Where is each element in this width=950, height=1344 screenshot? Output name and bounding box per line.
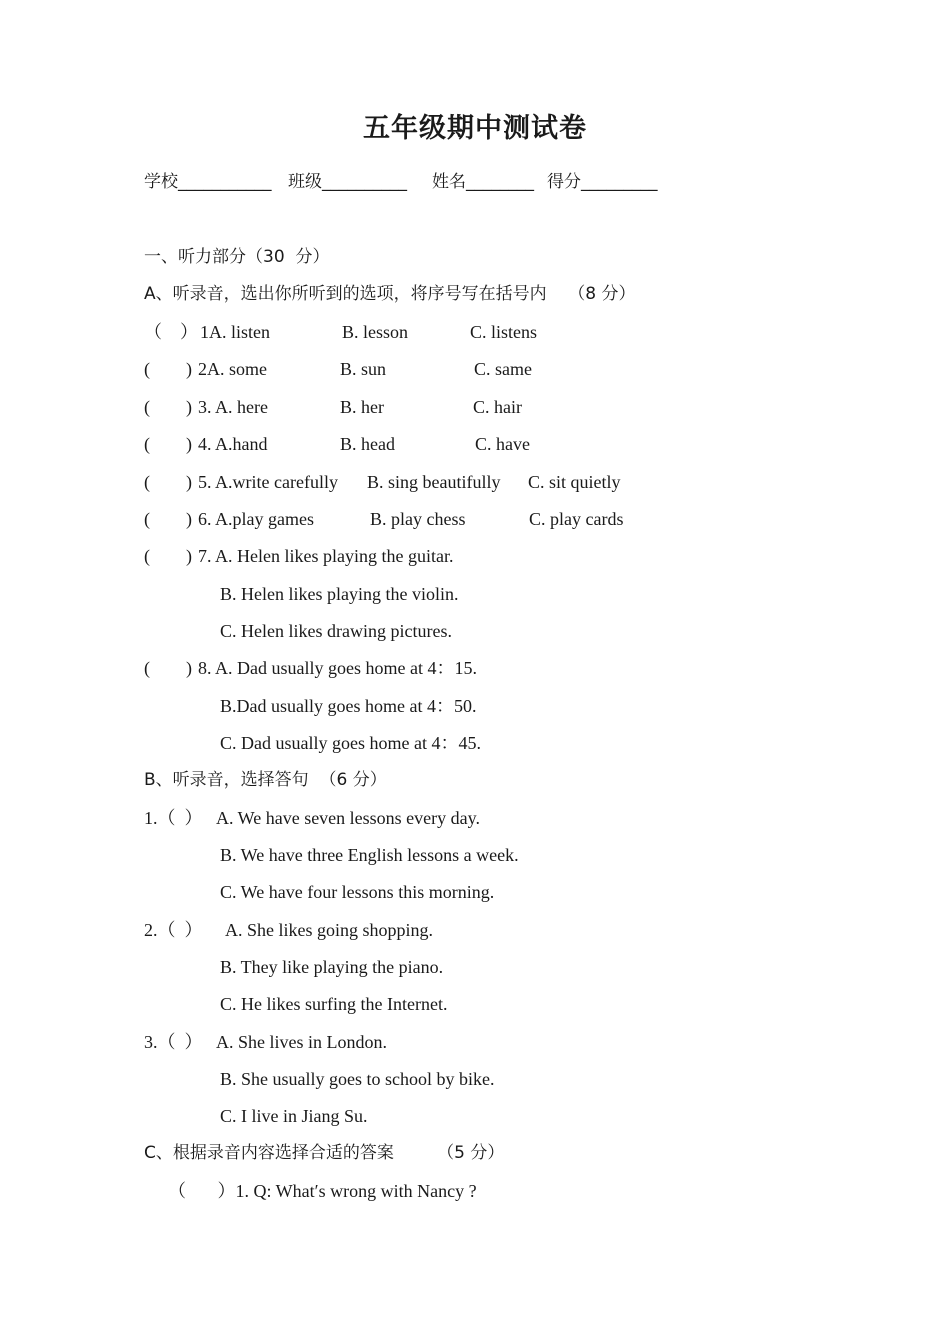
option-a: 2A. some — [198, 359, 267, 379]
option-c: C. same — [474, 359, 532, 379]
item-paren: ( ) — [144, 658, 192, 678]
option-c: C. We have four lessons this morning. — [220, 882, 495, 902]
option-c: C. have — [475, 434, 530, 454]
option-c: C. listens — [470, 322, 538, 342]
option-a: A. She likes going shopping. — [225, 920, 434, 940]
section-b-heading: B、听录音，选择答句 （6 分） — [144, 770, 387, 790]
class-field: 班级__________ — [288, 172, 407, 192]
item-paren: ( ) — [144, 397, 192, 417]
question-number: 1.（ ） — [144, 808, 203, 828]
score-field: 得分_________ — [547, 172, 658, 192]
option-c: C. hair — [473, 397, 522, 417]
option-b: B. sun — [340, 359, 387, 379]
section-a-heading: A、听录音，选出你所听到的选项，将序号写在括号内 （8 分） — [144, 284, 636, 304]
option-a: 8. A. Dad usually goes home at 4：15. — [198, 658, 477, 678]
option-a: 7. A. Helen likes playing the guitar. — [198, 546, 454, 566]
option-b: B. She usually goes to school by bike. — [220, 1069, 495, 1089]
option-b: B. head — [340, 434, 395, 454]
question-number: 2.（ ） — [144, 920, 203, 940]
option-c: C. sit quietly — [528, 472, 621, 492]
option-b: B. Helen likes playing the violin. — [220, 584, 459, 604]
item-paren: ( ) — [144, 472, 192, 492]
school-field: 学校___________ — [144, 172, 272, 192]
item-paren: ( ) — [144, 509, 192, 529]
option-a: A. We have seven lessons every day. — [216, 808, 480, 828]
option-c: C. Helen likes drawing pictures. — [220, 621, 452, 641]
option-b: B.Dad usually goes home at 4：50. — [220, 696, 477, 716]
section-c-heading: C、根据录音内容选择合适的答案 （5 分） — [144, 1143, 505, 1163]
option-a: A. She lives in London. — [216, 1032, 387, 1052]
option-b: B. They like playing the piano. — [220, 957, 444, 977]
option-b: B. sing beautifully — [367, 472, 501, 492]
option-b: B. We have three English lessons a week. — [220, 845, 519, 865]
question-number: 3.（ ） — [144, 1032, 203, 1052]
option-c: C. I live in Jiang Su. — [220, 1106, 368, 1126]
option-a: 6. A.play games — [198, 509, 314, 529]
item-paren: （ ） — [144, 322, 198, 342]
option-c: C. Dad usually goes home at 4：45. — [220, 733, 481, 753]
option-a: 4. A.hand — [198, 434, 268, 454]
option-c: C. He likes surfing the Internet. — [220, 994, 448, 1014]
part1-heading: 一、听力部分（30 分） — [144, 247, 330, 267]
name-field: 姓名________ — [432, 172, 534, 192]
item-paren: ( ) — [144, 546, 192, 566]
item-paren: ( ) — [144, 434, 192, 454]
option-a: 5. A.write carefully — [198, 472, 338, 492]
item-paren: ( ) — [144, 359, 192, 379]
option-b: B. play chess — [370, 509, 466, 529]
option-b: B. lesson — [342, 322, 409, 342]
option-a: 1A. listen — [200, 322, 270, 342]
page-title: 五年级期中测试卷 — [363, 113, 587, 144]
option-a: 3. A. here — [198, 397, 268, 417]
option-b: B. her — [340, 397, 384, 417]
section-c-question-1: （ ）1. Q: What′s wrong with Nancy ? — [168, 1181, 477, 1201]
option-c: C. play cards — [529, 509, 624, 529]
